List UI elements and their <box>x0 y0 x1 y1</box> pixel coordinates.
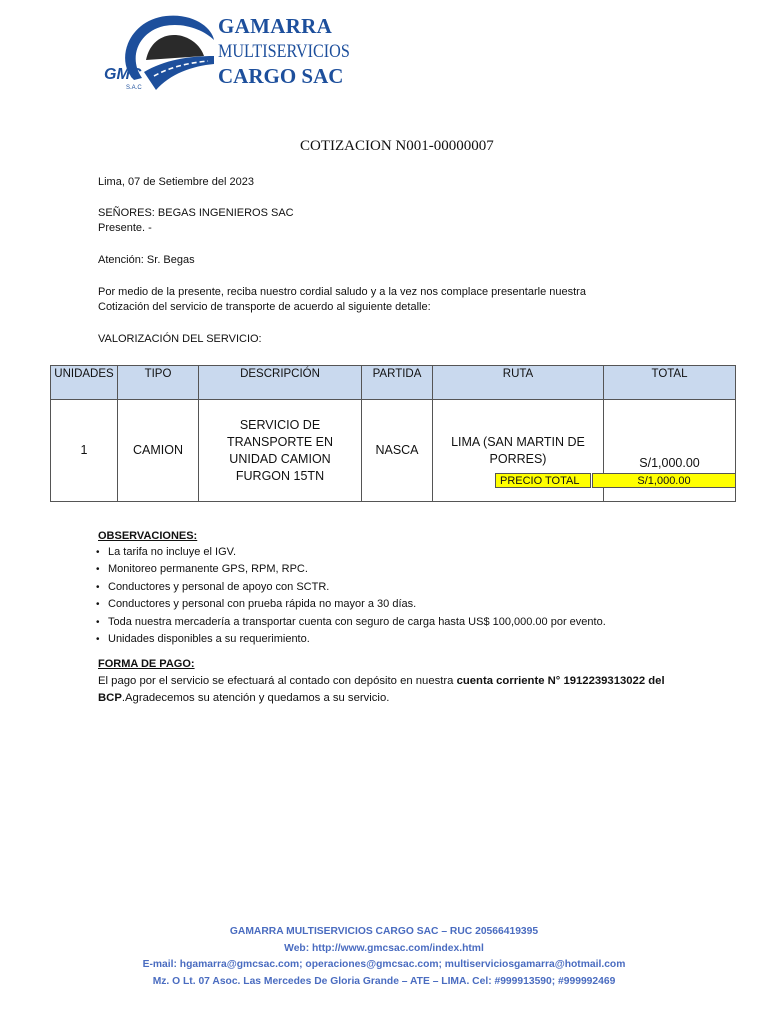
footer-web: Web: http://www.gmcsac.com/index.html <box>284 942 484 954</box>
footer <box>0 924 768 990</box>
recipient: SEÑORES: BEGAS INGENIEROS SAC <box>98 207 294 219</box>
forma-pago-text <box>98 673 718 707</box>
cell-tipo: CAMION <box>118 400 199 502</box>
cell-descripcion: SERVICIO DE TRANSPORTE EN UNIDAD CAMION FURGON 15TN <box>199 400 362 502</box>
precio-total-label: PRECIO TOTAL <box>495 473 591 488</box>
company-line-1: GAMARRA <box>218 14 333 38</box>
presente: Presente. - <box>98 222 152 234</box>
cell-ruta: LIMA (SAN MARTIN DE PORRES) <box>433 400 604 502</box>
pago-text-a: El pago por el servicio se efectuará al contado con depósito en nuestra <box>98 675 457 687</box>
list-item: • Unidades disponibles a su requerimiento. <box>96 631 606 648</box>
observaciones-title: OBSERVACIONES: <box>98 530 198 542</box>
intro-line-1: Por medio de la presente, reciba nuestro cordial saludo y a la vez nos complace presentarle nuestra <box>98 286 586 298</box>
forma-pago-title: FORMA DE PAGO: <box>98 658 195 670</box>
pago-text-b: .Agradecemos su atención y quedamos a su servicio. <box>121 692 390 704</box>
logo-subtext: S.A.C <box>126 85 142 91</box>
company-name <box>218 14 373 89</box>
cell-partida: NASCA <box>362 400 433 502</box>
attention-line: Atención: Sr. Begas <box>98 254 195 266</box>
table-header-row <box>51 366 736 400</box>
company-logo <box>104 10 216 96</box>
date-line: Lima, 07 de Setiembre del 2023 <box>98 176 254 188</box>
header-tipo: TIPO <box>118 366 199 400</box>
header-unidades: UNIDADES <box>51 366 118 400</box>
cell-total: S/1,000.00 <box>604 400 736 502</box>
footer-company: GAMARRA MULTISERVICIOS CARGO SAC – RUC 20566419395 <box>229 926 539 937</box>
list-item: • Monitoreo permanente GPS, RPM, RPC. <box>96 561 606 578</box>
footer-address: Mz. O Lt. 07 Asoc. Las Mercedes De Gloria Grande – ATE – LIMA. Cel: #999913590; #999992469 <box>152 975 616 987</box>
company-line-2: MULTISERVICIOS <box>218 41 350 62</box>
logo-text: GMC <box>104 66 142 83</box>
intro-line-2: Cotización del servicio de transporte de acuerdo al siguiente detalle: <box>98 301 431 313</box>
header-partida: PARTIDA <box>362 366 433 400</box>
observaciones-list <box>96 544 606 648</box>
list-item: • Conductores y personal de apoyo con SCTR. <box>96 579 606 596</box>
header-ruta: RUTA <box>433 366 604 400</box>
cell-unidades: 1 <box>51 400 118 502</box>
pago-account: cuenta corriente N° 1912239313022 del BCP <box>98 675 665 704</box>
document-title: COTIZACION N001-00000007 <box>300 138 494 154</box>
valorizacion-heading: VALORIZACIÓN DEL SERVICIO: <box>98 333 262 345</box>
list-item: • La tarifa no incluye el IGV. <box>96 544 606 561</box>
list-item: • Conductores y personal con prueba rápida no mayor a 30 días. <box>96 596 606 613</box>
company-line-3: CARGO SAC <box>218 64 344 88</box>
list-item: • Toda nuestra mercadería a transportar cuenta con seguro de carga hasta US$ 100,000.00 por evento. <box>96 614 606 631</box>
precio-total-value: S/1,000.00 <box>592 473 736 488</box>
footer-email: E-mail: hgamarra@gmcsac.com; operaciones@gmcsac.com; multiserviciosgamarra@hotmail.com <box>142 959 626 970</box>
header-descripcion: DESCRIPCIÓN <box>199 366 362 400</box>
header-total: TOTAL <box>604 366 736 400</box>
